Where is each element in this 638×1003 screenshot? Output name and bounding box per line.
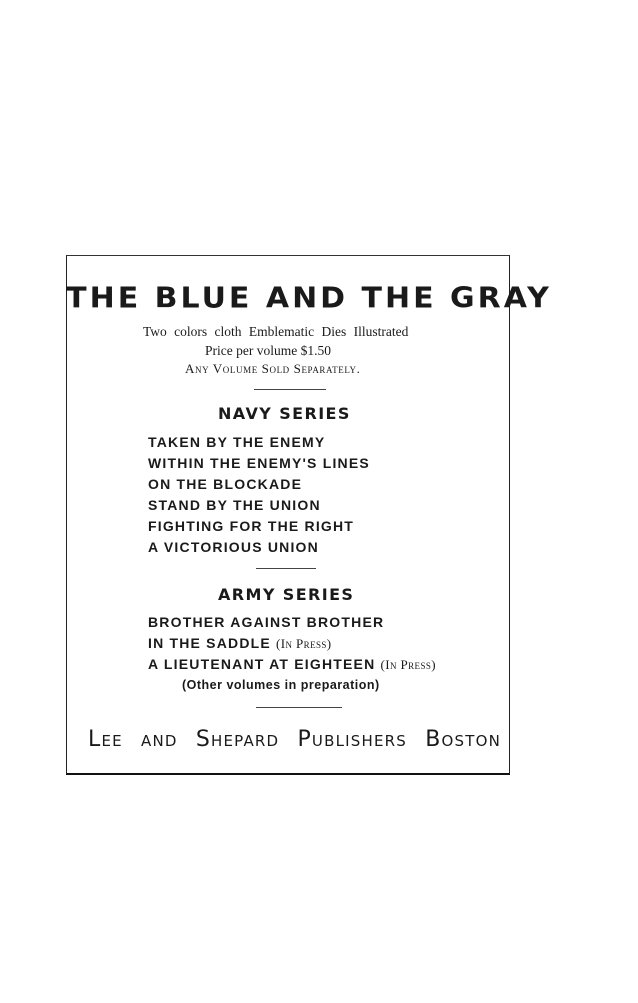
book-title: BROTHER AGAINST BROTHER (148, 614, 385, 630)
sold-separately-note: Any Volume Sold Separately. (185, 361, 361, 376)
divider (256, 568, 316, 569)
book-title: WITHIN THE ENEMY'S LINES (148, 455, 370, 471)
book-title: IN THE SADDLE (148, 635, 271, 651)
preparation-note: (Other volumes in preparation) (182, 678, 380, 692)
book-entry (148, 633, 436, 654)
divider (254, 389, 326, 390)
navy-series-heading: NAVY SERIES (218, 404, 351, 423)
book-title: A VICTORIOUS UNION (148, 539, 319, 555)
book-title: FIGHTING FOR THE RIGHT (148, 518, 355, 534)
navy-book-list (148, 432, 370, 558)
binding-details: Two colors cloth Emblematic Dies Illustrated (143, 324, 409, 339)
book-title: A LIEUTENANT AT EIGHTEEN (148, 656, 376, 672)
book-title: STAND BY THE UNION (148, 497, 321, 513)
book-title: TAKEN BY THE ENEMY (148, 434, 326, 450)
series-title: THE BLUE AND THE GRAY (66, 281, 552, 316)
army-series-heading: ARMY SERIES (218, 585, 355, 604)
army-book-list (148, 612, 436, 675)
in-press-note: (In Press) (276, 636, 332, 651)
book-entry (148, 654, 436, 675)
book-title: ON THE BLOCKADE (148, 476, 303, 492)
price-line: Price per volume $1.50 (205, 343, 331, 358)
in-press-note: (In Press) (380, 657, 436, 672)
book-entry (148, 612, 436, 633)
publisher-line: Lee and Shepard Publishers Boston (88, 727, 502, 752)
divider (256, 707, 342, 708)
